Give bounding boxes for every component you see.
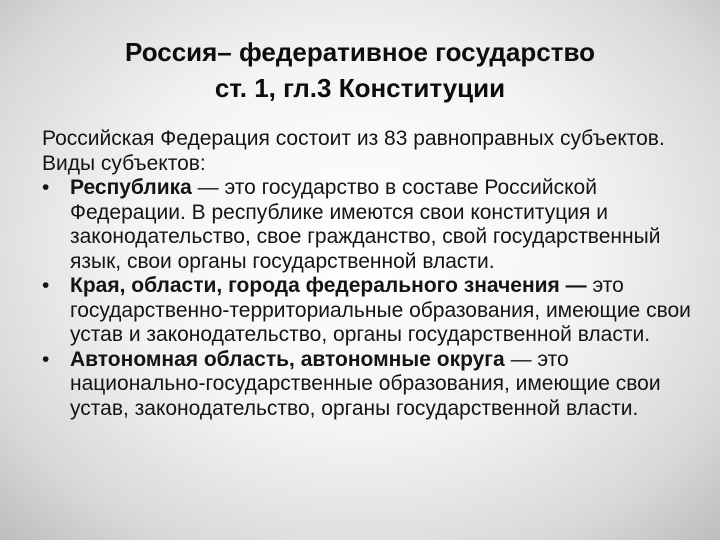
bullet-marker: •: [42, 347, 50, 371]
title-line-2: ст. 1, гл.3 Конституции: [214, 73, 506, 103]
bullet-term: Республика: [70, 176, 192, 199]
bullet-text: это государственно-территориальные образования, имеющие свои устав и законодательство, органы государственной власти.: [70, 274, 691, 346]
slide-title: [60, 34, 660, 106]
bullet-term: Края, области, города федерального значения —: [70, 274, 587, 297]
bullet-marker: •: [42, 176, 50, 199]
intro-text: Российская Федерация состоит из 83 равноправных субъектов.: [42, 127, 665, 150]
types-heading: Виды субъектов:: [42, 151, 206, 175]
slide-body: [42, 127, 692, 421]
bullet-republic: [42, 176, 692, 274]
bullet-krai-oblasti: [42, 274, 692, 348]
bullet-term: Автономная область, автономные округа: [70, 347, 505, 371]
title-line-1: Россия– федеративное государство: [125, 37, 595, 67]
bullet-text: — это государство в составе Российской Федерации. В республике имеются свои конституция и законодательство, свое гражданство, свой государственный язык, свои органы государственной власти.: [70, 176, 661, 273]
bullet-text: — это национально-государственные образования, имеющие свои устав, законодательство, органы государственной власти.: [70, 347, 661, 420]
bullet-marker: •: [42, 274, 50, 297]
bullet-autonomous: [42, 348, 692, 422]
